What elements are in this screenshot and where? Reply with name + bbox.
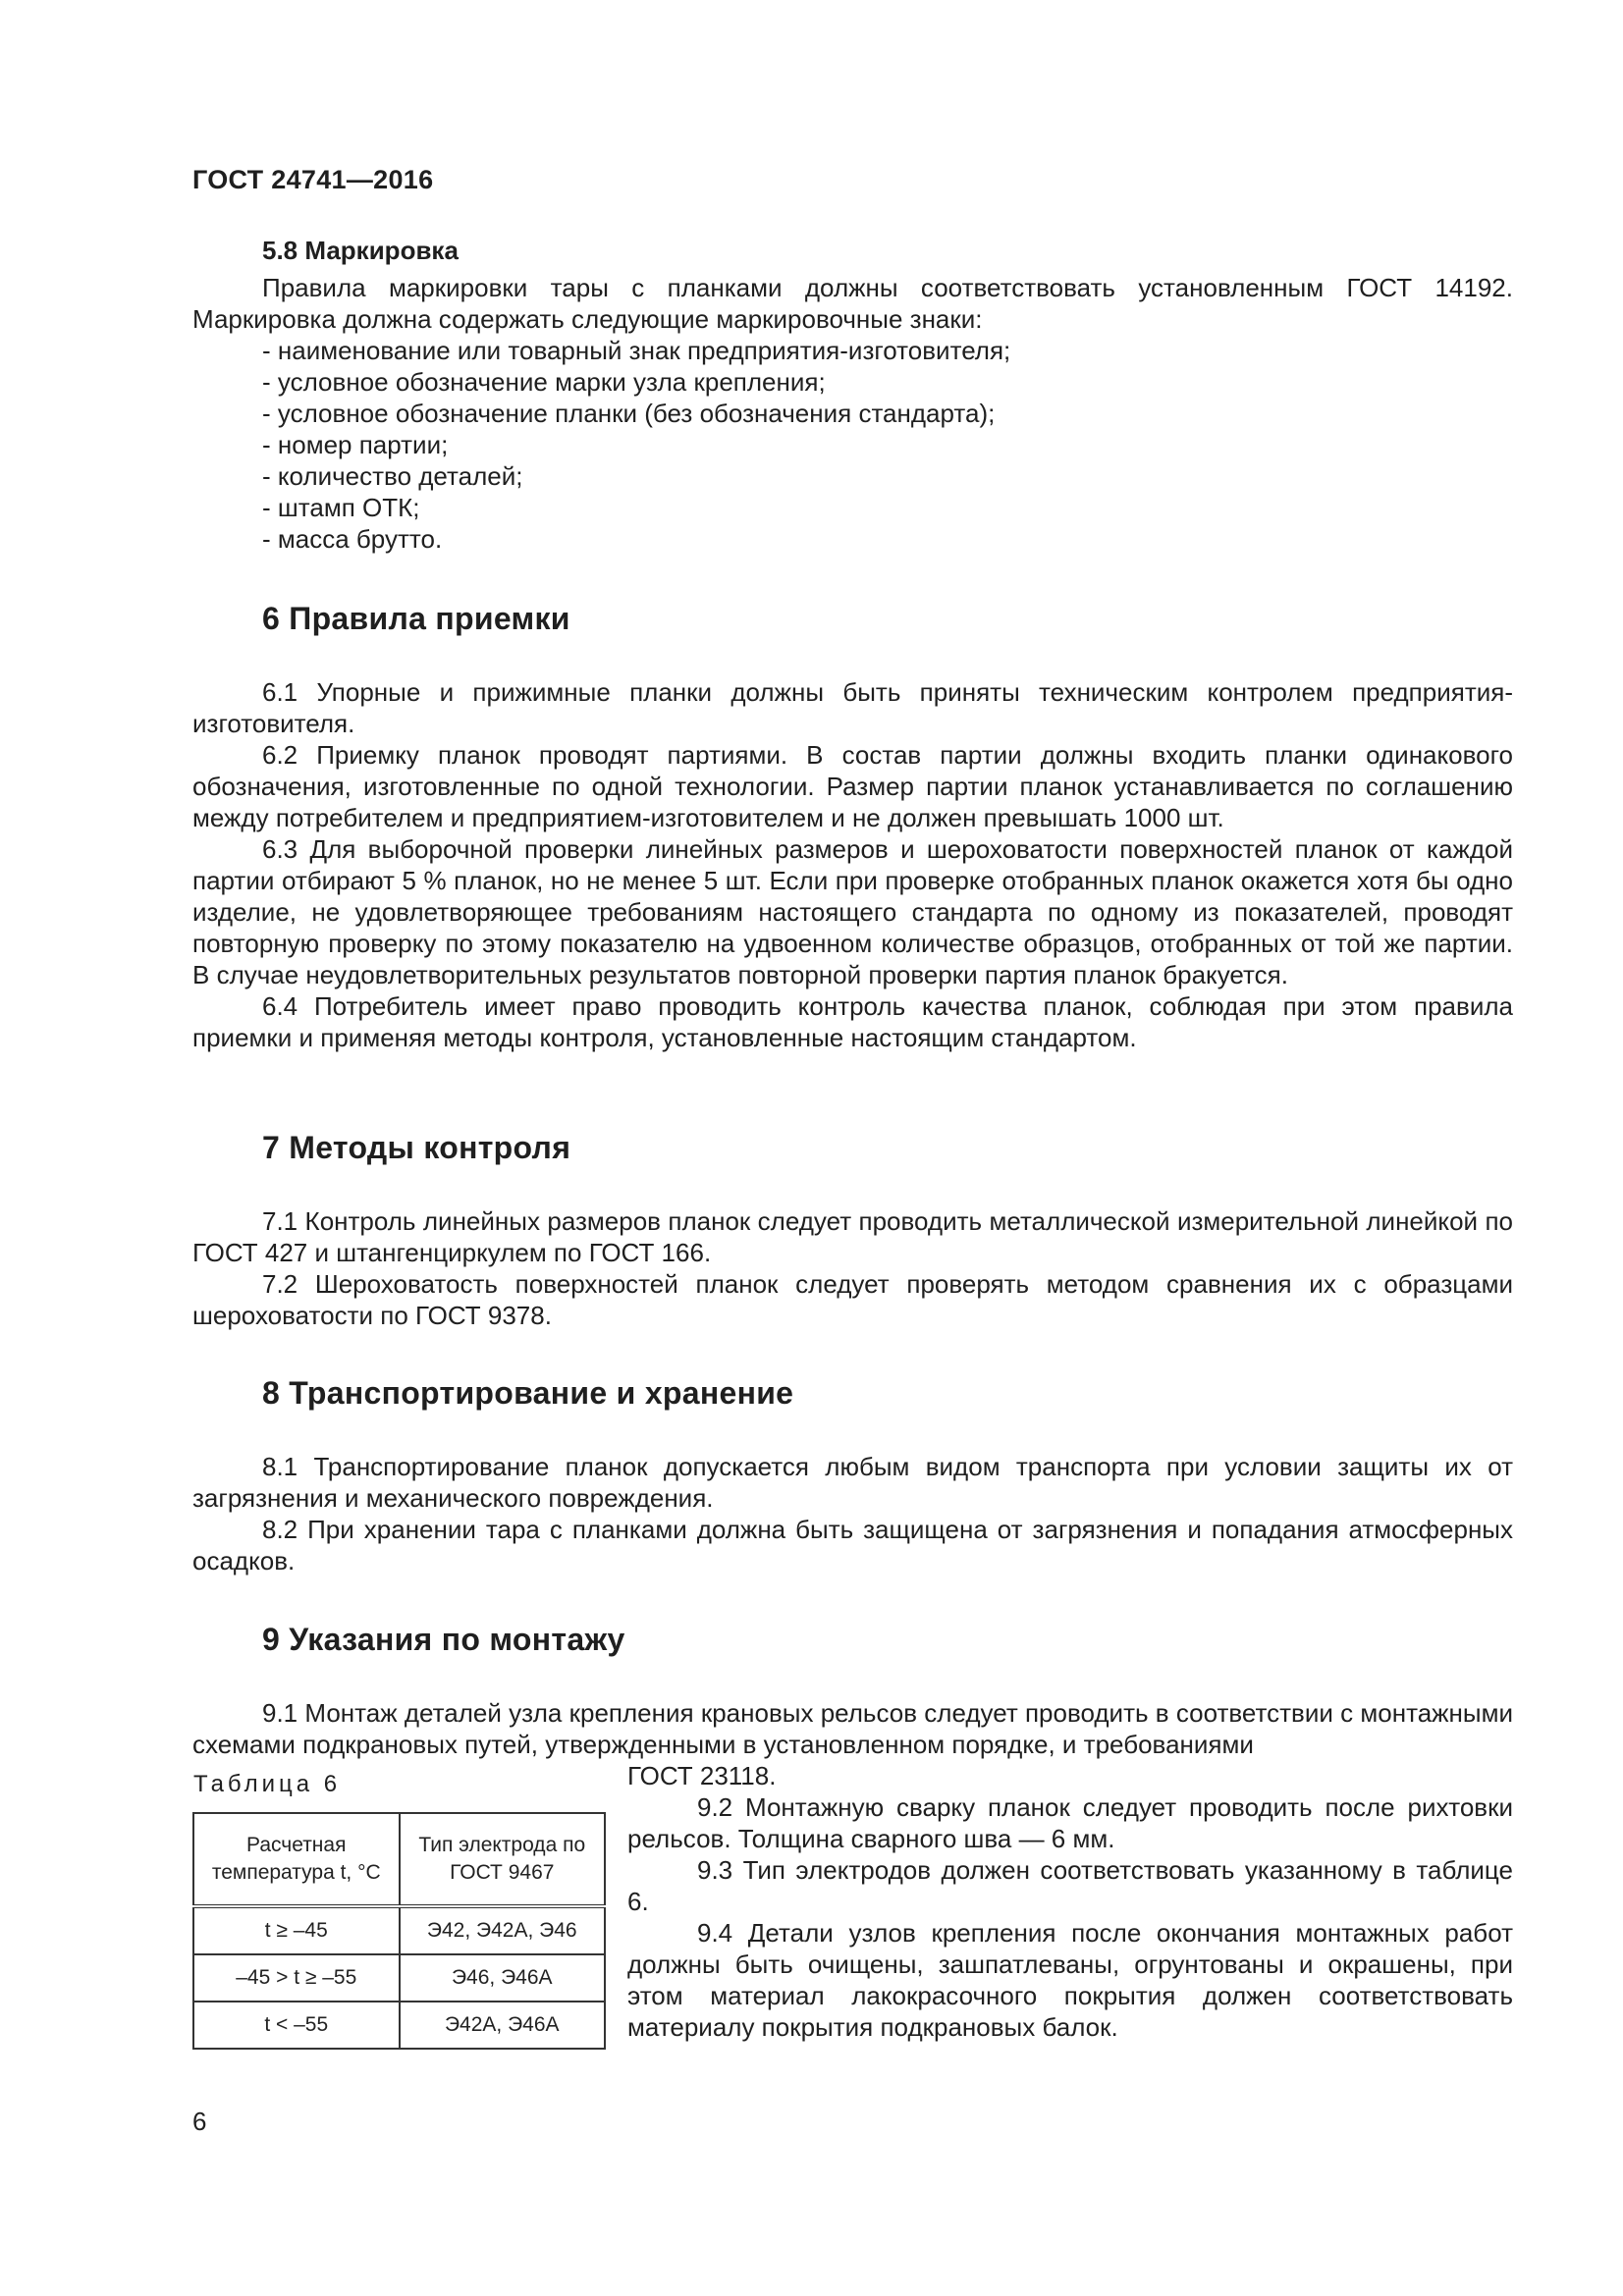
section-title-6: 6 Правила приемки xyxy=(262,601,570,636)
table-cell: Э42, Э42А, Э46 xyxy=(400,1906,606,1954)
document-id: ГОСТ 24741—2016 xyxy=(192,165,434,194)
section-title-7: 7 Методы контроля xyxy=(262,1130,571,1165)
page-number: 6 xyxy=(192,2107,207,2136)
section-6-body xyxy=(192,676,1513,1053)
section-title-8: 8 Транспортирование и хранение xyxy=(262,1375,794,1411)
paragraph-6-3: 6.3 Для выборочной проверки линейных размеров и шероховатости поверхностей планок от каждой партии отбирают 5 % планок, но не менее 5 шт. Если при проверке отобранных планок окажется хотя бы одно изделие, не удовлетворяющее требованиям настоящего стандарта по одному из показателей, проводят повторную проверку по этому показателю на удвоенном количестве образцов, отобранных от той же партии. В случае неудовлетворительных результатов повторной проверки партия планок бракуется. xyxy=(192,834,1513,989)
marking-item: - наименование или товарный знак предприятия-изготовителя; xyxy=(262,336,1011,365)
paragraph-9-1: 9.1 Монтаж деталей узла крепления крановых рельсов следует проводить в соответствии с монтажными схемами подкрановых путей, утвержденными в установленном порядке, и требованиями xyxy=(192,1698,1513,1759)
marking-item: - количество деталей; xyxy=(262,461,523,491)
paragraph-9-1-end: ГОСТ 23118. xyxy=(627,1761,777,1790)
section-5-8-intro: Правила маркировки тары с планками должны соответствовать установленным ГОСТ 14192. Маркировка должна содержать следующие маркировочные знаки: xyxy=(192,273,1513,334)
paragraph-7-2: 7.2 Шероховатость поверхностей планок следует проверять методом сравнения их с образцами шероховатости по ГОСТ 9378. xyxy=(192,1269,1513,1330)
section-title-9: 9 Указания по монтажу xyxy=(262,1622,625,1657)
marking-item: - масса брутто. xyxy=(262,524,443,554)
table-cell: t ≥ –45 xyxy=(193,1906,400,1954)
paragraph-6-2: 6.2 Приемку планок проводят партиями. В состав партии должны входить планки одинакового обозначения, изготовленные по одной технологии. Размер партии планок устанавливается по соглашению между потребителем и предприятием-изготовителем и не должен превышать 1000 шт. xyxy=(192,740,1513,832)
paragraph-6-1: 6.1 Упорные и прижимные планки должны быть приняты техническим контролем предприятия-изготовителя. xyxy=(192,677,1513,738)
marking-item: - условное обозначение марки узла крепления; xyxy=(262,367,826,397)
section-9-right-column xyxy=(627,1760,1513,2043)
marking-item: - условное обозначение планки (без обозначения стандарта); xyxy=(262,399,996,428)
paragraph-6-4: 6.4 Потребитель имеет право проводить контроль качества планок, соблюдая при этом правила приемки и применяя методы контроля, установленные настоящим стандартом. xyxy=(192,991,1513,1052)
marking-item: - номер партии; xyxy=(262,430,449,459)
table-row xyxy=(193,2002,605,2049)
paragraph-9-2: 9.2 Монтажную сварку планок следует проводить после рихтовки рельсов. Толщина сварного шва — 6 мм. xyxy=(627,1792,1513,1853)
section-8-body xyxy=(192,1451,1513,1576)
marking-item: - штамп ОТК; xyxy=(262,493,420,522)
table-caption: Таблица 6 xyxy=(193,1771,342,1797)
table-header-electrode: Тип электрода по ГОСТ 9467 xyxy=(400,1813,606,1906)
section-7-body xyxy=(192,1205,1513,1331)
table-header-temperature: Расчетная температура t, °C xyxy=(193,1813,400,1906)
subsection-title-5-8: 5.8 Маркировка xyxy=(262,236,459,265)
table-cell: Э46, Э46А xyxy=(400,1954,606,2002)
paragraph-9-3: 9.3 Тип электродов должен соответствовать указанному в таблице 6. xyxy=(627,1855,1513,1916)
table-cell: t < –55 xyxy=(193,2002,400,2049)
paragraph-8-1: 8.1 Транспортирование планок допускается любым видом транспорта при условии защиты их от загрязнения и механического повреждения. xyxy=(192,1452,1513,1513)
section-5-8-body xyxy=(192,272,1513,555)
paragraph-7-1: 7.1 Контроль линейных размеров планок следует проводить металлической измерительной линейкой по ГОСТ 427 и штангенциркулем по ГОСТ 166. xyxy=(192,1206,1513,1267)
table-row xyxy=(193,1906,605,1954)
paragraph-8-2: 8.2 При хранении тара с планками должна быть защищена от загрязнения и попадания атмосферных осадков. xyxy=(192,1515,1513,1575)
electrode-table xyxy=(192,1812,606,2050)
table-row xyxy=(193,1954,605,2002)
paragraph-9-4: 9.4 Детали узлов крепления после окончания монтажных работ должны быть очищены, зашпатлеваны, огрунтованы и окрашены, при этом материал лакокрасочного покрытия должен соответствовать материалу покрытия подкрановых балок. xyxy=(627,1918,1513,2042)
table-cell: –45 > t ≥ –55 xyxy=(193,1954,400,2002)
table-cell: Э42А, Э46А xyxy=(400,2002,606,2049)
